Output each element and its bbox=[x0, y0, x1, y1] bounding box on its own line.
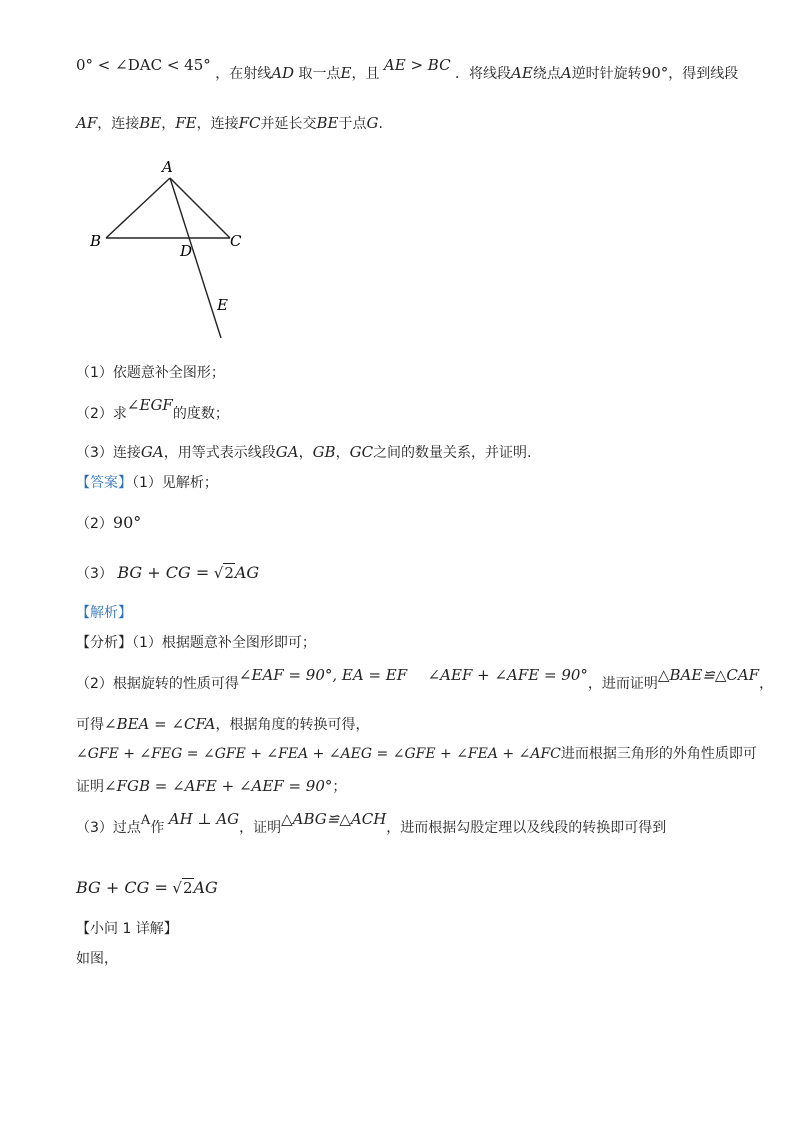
math-ad: AD bbox=[271, 64, 295, 82]
math-fgb: ∠FGB = ∠AFE + ∠AEF = 90° bbox=[104, 777, 333, 795]
label-b: B bbox=[90, 232, 102, 250]
math-ga: GA bbox=[140, 443, 164, 461]
analysis-line-4 bbox=[76, 743, 757, 765]
analysis-line-6 bbox=[76, 810, 667, 840]
text: （3）连接 bbox=[76, 445, 141, 461]
text: 于点 bbox=[338, 116, 367, 132]
math-g: G bbox=[366, 114, 379, 132]
text: （3） bbox=[76, 566, 113, 582]
math-gc: GC bbox=[349, 443, 374, 461]
math-e: E bbox=[340, 64, 352, 82]
math-angle-sum: ∠AEF + ∠AFE = 90° bbox=[427, 666, 588, 684]
text: ， bbox=[161, 116, 176, 132]
answer-line-3 bbox=[76, 562, 259, 585]
math-ag: AG bbox=[234, 563, 260, 582]
math-angle-chain: ∠GFE + ∠FEG = ∠GFE + ∠FEA + ∠AEG = ∠GFE + ∠FEA + ∠AFC bbox=[76, 746, 561, 762]
text: （1）依题意补全图形； bbox=[76, 365, 225, 381]
text: （1）根据题意补全图形即可； bbox=[132, 635, 316, 651]
text: 可得 bbox=[76, 717, 104, 733]
detail-tag-line bbox=[76, 918, 178, 940]
sqrt-radicand: 2 bbox=[224, 564, 234, 582]
detail-text-line bbox=[76, 948, 118, 970]
sqrt-radicand: 2 bbox=[182, 879, 193, 897]
question-1 bbox=[76, 362, 225, 384]
text: ， bbox=[335, 445, 350, 461]
text: ，进而证明 bbox=[587, 676, 658, 692]
text: （2）求 bbox=[76, 406, 127, 422]
sqrt-symbol: √2 bbox=[172, 879, 193, 897]
text: . bbox=[378, 116, 383, 132]
detail-tag: 【小问 1 详解】 bbox=[76, 921, 178, 937]
text: 之间的数量关系，并证明. bbox=[373, 445, 532, 461]
analysis-line-5 bbox=[76, 775, 346, 798]
analysis-tag: 【解析】 bbox=[76, 605, 132, 621]
text: （2）根据旋转的性质可得 bbox=[76, 676, 239, 692]
math-angle-equal: ∠BEA = ∠CFA bbox=[104, 715, 216, 733]
text: ， bbox=[759, 676, 774, 692]
label-d: D bbox=[180, 242, 193, 260]
question-3 bbox=[76, 441, 532, 464]
math-a: A bbox=[560, 64, 572, 82]
math-be: BE bbox=[139, 114, 162, 132]
text: 取一点 bbox=[298, 66, 341, 82]
analysis-line-1 bbox=[76, 632, 316, 654]
triangle-figure bbox=[80, 150, 260, 350]
text: 并延长交 bbox=[260, 116, 317, 132]
label-a: A bbox=[162, 158, 173, 176]
text: ，连接 bbox=[196, 116, 239, 132]
text: （1）见解析； bbox=[132, 475, 218, 491]
problem-line-2 bbox=[76, 112, 383, 135]
text: 进而根据三角形的外角性质即可 bbox=[560, 746, 757, 762]
text: （3）过点 bbox=[76, 820, 141, 836]
math-bg-cg: BG + CG = bbox=[76, 878, 168, 897]
text: 作 bbox=[150, 820, 165, 836]
text: 的度数； bbox=[172, 406, 229, 422]
math-gb: GB bbox=[312, 443, 336, 461]
text: ，且 bbox=[351, 66, 380, 82]
analysis-line-7 bbox=[76, 877, 218, 900]
math-bg-cg: BG + CG = bbox=[117, 563, 210, 582]
text: ，证明 bbox=[239, 820, 282, 836]
math-ga: GA bbox=[275, 443, 299, 461]
math-rotation: ∠EAF = 90°, EA = EF bbox=[238, 666, 408, 684]
sqrt-symbol: √2 bbox=[213, 564, 234, 582]
text: 绕点 bbox=[532, 66, 561, 82]
math-congruent: △BAE≌△CAF bbox=[657, 666, 760, 684]
text: ，连接 bbox=[97, 116, 140, 132]
label-c: C bbox=[230, 232, 242, 250]
text: 逆时针旋转 bbox=[571, 66, 642, 82]
analysis-line-2 bbox=[76, 666, 774, 695]
fenxi-tag: 【分析】 bbox=[76, 635, 132, 651]
math-be: BE bbox=[316, 114, 339, 132]
text: ，用等式表示线段 bbox=[163, 445, 276, 461]
text: ，进而根据勾股定理以及线段的转换即可得到 bbox=[386, 820, 667, 836]
math-90: 90° bbox=[112, 513, 142, 532]
analysis-line-3 bbox=[76, 713, 369, 736]
math-angle-egf: ∠EGF bbox=[126, 396, 173, 414]
question-2 bbox=[76, 396, 229, 425]
answer-line-2 bbox=[76, 512, 141, 535]
math-a: A bbox=[140, 813, 151, 828]
math-ae-gt-bc: AE > BC bbox=[383, 56, 451, 74]
math-fe: FE bbox=[175, 114, 197, 132]
segment-ab bbox=[106, 178, 170, 238]
text: ； bbox=[332, 779, 347, 795]
text: 证明 bbox=[76, 779, 104, 795]
math-ah-perp: AH ⊥ AG bbox=[168, 810, 240, 828]
math-ae: AE bbox=[511, 64, 533, 82]
math-af: AF bbox=[76, 114, 98, 132]
math-fc: FC bbox=[238, 114, 261, 132]
answer-tag: 【答案】 bbox=[76, 475, 132, 491]
problem-line-1 bbox=[76, 56, 739, 85]
label-e: E bbox=[217, 296, 228, 314]
math-90: 90° bbox=[641, 64, 669, 82]
math-congruent: △ABG≌△ACH bbox=[281, 810, 387, 828]
angle-condition: 0° < ∠DAC < 45° bbox=[76, 56, 211, 74]
text: ，在射线 bbox=[215, 66, 272, 82]
text: 如图， bbox=[76, 951, 118, 967]
math-ag: AG bbox=[193, 878, 218, 897]
text: ，得到线段 bbox=[668, 66, 739, 82]
text: （2） bbox=[76, 516, 113, 532]
text: ，根据角度的转换可得， bbox=[215, 717, 370, 733]
answer-line-1 bbox=[76, 472, 218, 494]
text: ， bbox=[298, 445, 313, 461]
text: ．将线段 bbox=[455, 66, 512, 82]
analysis-tag-line bbox=[76, 602, 132, 624]
ray-ad bbox=[170, 178, 221, 338]
